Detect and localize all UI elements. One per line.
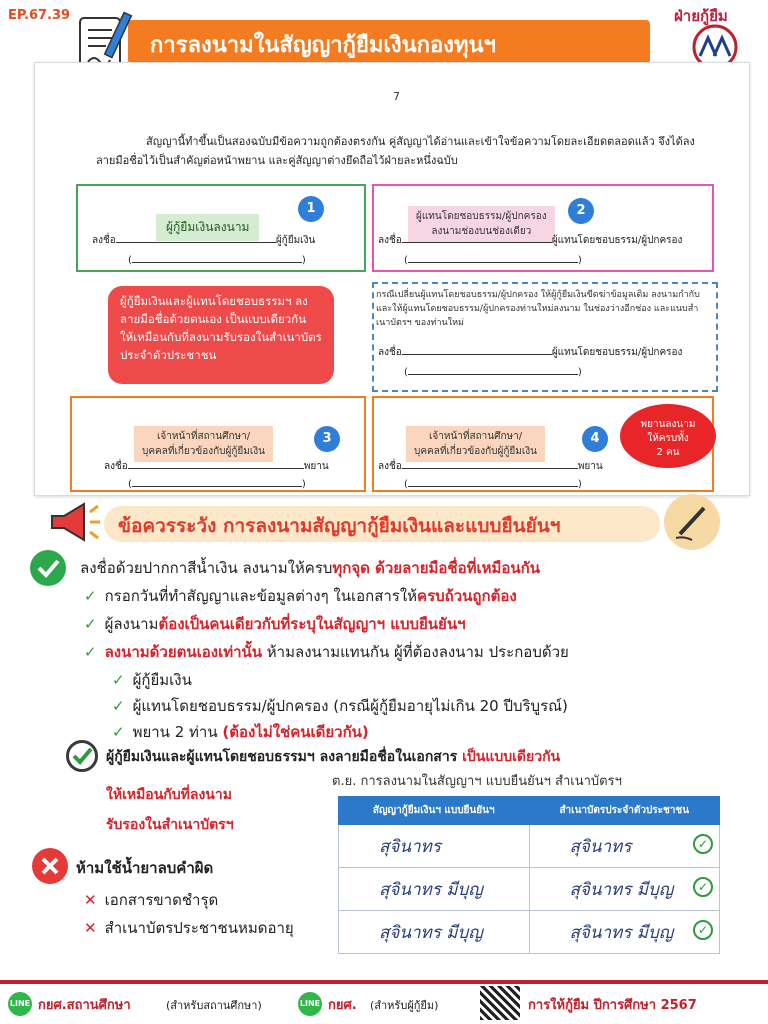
example-title: ต.ย. การลงนามในสัญญาฯ แบบยืนยันฯ สำเนาบัตรฯ: [332, 774, 622, 789]
step-number-2: 2: [568, 198, 594, 224]
check-icon: ✓: [693, 920, 713, 940]
footer-borrower-note: (สำหรับผู้กู้ยืม): [370, 999, 439, 1012]
same-signature-note: ผู้กู้ยืมเงินและผู้แทนโดยชอบธรรมฯ ลงลายมือชื่อด้วยตนเอง เป็นแบบเดียวกัน ให้เหมือนกับที่ลงนามรับรองในสำเนาบัตรประจำตัวประชาชน: [108, 286, 334, 384]
footer-school-account[interactable]: กยศ.สถานศึกษา: [38, 998, 131, 1013]
warning-title: ข้อควรระวัง การลงนามสัญญากู้ยืมเงินและแบบยืนยันฯ: [118, 515, 561, 537]
writing-hand-icon: [664, 494, 720, 550]
check-outline-icon: [66, 740, 98, 772]
signature-example-table: [338, 796, 720, 954]
witness-bubble: พยานลงนาม ให้ครบทั้ง 2 คน: [620, 404, 716, 468]
table-row: [339, 911, 720, 954]
table-row: [339, 825, 720, 868]
rule-1: ลงชื่อด้วยปากกาสีน้ำเงิน ลงนามให้ครบทุกจุด ด้วยลายมือชื่อที่เหมือนกัน: [80, 559, 540, 577]
footer-school-note: (สำหรับสถานศึกษา): [166, 999, 262, 1012]
prohibited-title: ห้ามใช้น้ำยาลบคำผิด: [76, 859, 214, 877]
witness1-label: เจ้าหน้าที่สถานศึกษา/ บุคคลที่เกี่ยวข้องกับผู้กู้ยืมเงิน: [134, 426, 273, 462]
page-title: การลงนามในสัญญากู้ยืมเงินกองทุนฯ: [150, 33, 496, 58]
check-icon: ✓: [693, 834, 713, 854]
signature-line-5: ลงชื่อ พยาน: [378, 458, 603, 474]
signature-sample: สุจินาทร: [339, 825, 530, 868]
name-parentheses-4: ( ): [128, 476, 306, 490]
department-label: ฝ่ายกู้ยืม: [674, 7, 728, 25]
step-number-4: 4: [582, 426, 608, 452]
rule-4: ✓ ลงนามด้วยตนเองเท่านั้น ห้ามลงนามแทนกัน ผู้ที่ต้องลงนาม ประกอบด้วย: [84, 643, 569, 661]
column-header-contract: สัญญากู้ยืมเงินฯ แบบยืนยันฯ: [339, 797, 530, 825]
signature-sample: สุจินาทร ✓: [529, 825, 720, 868]
signer-2: ✓ ผู้แทนโดยชอบธรรม/ผู้ปกครอง (กรณีผู้กู้ยืมอายุไม่เกิน 20 ปีบริบูรณ์): [112, 697, 568, 715]
rule-2: ✓ กรอกวันที่ทำสัญญาและข้อมูลต่างๆ ในเอกสารให้ครบถ้วนถูกต้อง: [84, 587, 517, 605]
signer-1: ✓ ผู้กู้ยืมเงิน: [112, 671, 192, 689]
prohibited-2: ✕ สำเนาบัตรประชาชนหมดอายุ: [84, 919, 294, 937]
signature-line-3: ลงชื่อ ผู้แทนโดยชอบธรรม/ผู้ปกครอง: [378, 344, 682, 360]
column-header-id-card: สำเนาบัตรประจำตัวประชาชน: [529, 797, 720, 825]
page-number: 7: [393, 90, 400, 103]
rule-5-cont-1: ให้เหมือนกับที่ลงนาม: [106, 787, 232, 803]
borrower-sign-label: ผู้กู้ยืมเงินลงนาม: [156, 214, 259, 241]
step-number-3: 3: [314, 426, 340, 452]
signature-sample: สุจินาทร มีบุญ: [339, 911, 530, 954]
contract-paragraph: สัญญานี้ทำขึ้นเป็นสองฉบับมีข้อความถูกต้องตรงกัน คู่สัญญาได้อ่านและเข้าใจข้อความโดยละเอียดตลอดแล้ว จึงได้ลงลายมือชื่อไว้เป็นสำคัญต่อหน้าพยาน และคู่สัญญาต่างยึดถือไว้ฝ่ายละหนึ่งฉบับ: [96, 135, 695, 167]
footer-year: การให้กู้ยืม ปีการศึกษา 2567: [528, 998, 697, 1013]
witness2-label: เจ้าหน้าที่สถานศึกษา/ บุคคลที่เกี่ยวข้องกับผู้กู้ยืมเงิน: [406, 426, 545, 462]
prohibited-icon: [32, 848, 68, 884]
signature-line-1: ลงชื่อ ผู้กู้ยืมเงิน: [92, 232, 315, 248]
guardian-sign-label: ผู้แทนโดยชอบธรรม/ผู้ปกครอง ลงนามช่องบนช่องเดียว: [408, 206, 555, 242]
rule-3: ✓ ผู้ลงนามต้องเป็นคนเดียวกับที่ระบุในสัญญาฯ แบบยืนยันฯ: [84, 615, 466, 633]
episode-code: EP.67.39: [8, 8, 71, 23]
name-parentheses-1: ( ): [128, 252, 306, 266]
name-parentheses-5: ( ): [404, 476, 582, 490]
signature-sample: สุจินาทร มีบุญ ✓: [529, 911, 720, 954]
name-parentheses-3: ( ): [404, 364, 582, 378]
megaphone-icon: [46, 498, 102, 546]
qr-code[interactable]: [480, 986, 520, 1020]
rule-5: ผู้กู้ยืมเงินและผู้แทนโดยชอบธรรมฯ ลงลายมือชื่อในเอกสาร เป็นแบบเดียวกัน: [106, 749, 561, 765]
step-number-1: 1: [298, 196, 324, 222]
name-parentheses-2: ( ): [404, 252, 582, 266]
signature-sample: สุจินาทร มีบุญ: [339, 868, 530, 911]
check-icon: ✓: [693, 877, 713, 897]
table-row: [339, 868, 720, 911]
line-app-icon: LINE: [298, 992, 322, 1016]
signature-line-4: ลงชื่อ พยาน: [104, 458, 329, 474]
signature-line-2: ลงชื่อ ผู้แทนโดยชอบธรรม/ผู้ปกครอง: [378, 232, 682, 248]
guardian-change-note: กรณีเปลี่ยนผู้แทนโดยชอบธรรม/ผู้ปกครอง ให้ผู้กู้ยืมเงินขีดฆ่าข้อมูลเดิม ลงนามกำกับและให้ผู้แทนโดยชอบธรรม/ผู้ปกครองท่านใหม่ลงนาม ในช่องว่างอีกช่อง และแนบสำเนาบัตรฯ ของท่านใหม่: [376, 290, 700, 328]
prohibited-1: ✕ เอกสารขาดชำรุด: [84, 891, 219, 909]
footer-borrower-account[interactable]: กยศ.: [328, 998, 357, 1013]
line-app-icon: LINE: [8, 992, 32, 1016]
rule-5-cont-2: รับรองในสำเนาบัตรฯ: [106, 817, 234, 833]
check-circle-icon: [30, 550, 66, 586]
signer-3: ✓ พยาน 2 ท่าน (ต้องไม่ใช่คนเดียวกัน): [112, 723, 369, 741]
signature-sample: สุจินาทร มีบุญ ✓: [529, 868, 720, 911]
